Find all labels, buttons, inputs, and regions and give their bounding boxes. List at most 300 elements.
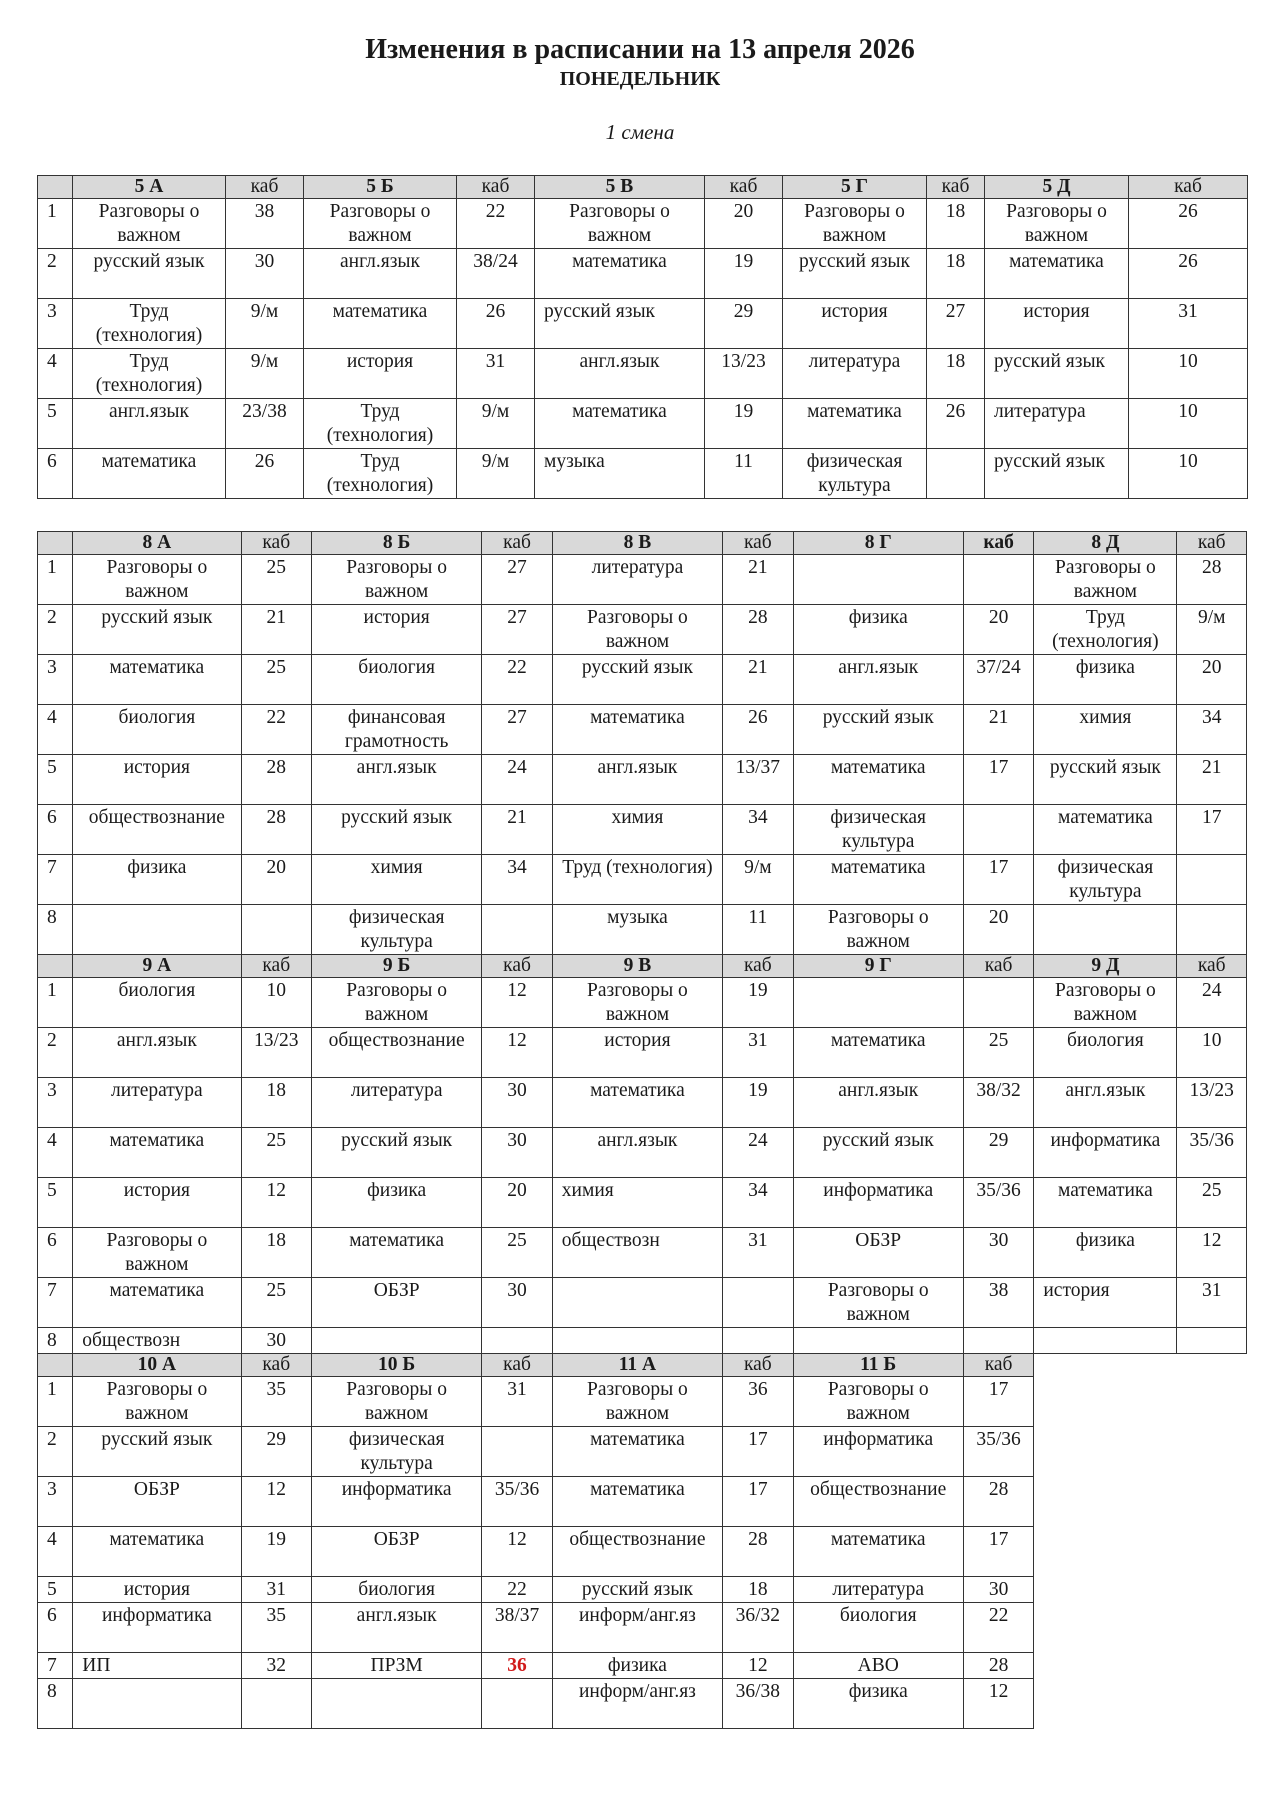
room-cell: 20 xyxy=(963,605,1034,655)
room-cell: 31 xyxy=(482,1377,553,1427)
room-cell: 12 xyxy=(1177,1228,1247,1278)
room-cell xyxy=(482,1427,553,1477)
room-header: каб xyxy=(927,176,985,199)
lesson-number: 4 xyxy=(38,349,73,399)
class-name: 9 Б xyxy=(312,955,482,978)
room-cell: 12 xyxy=(482,1527,553,1577)
lesson-number: 2 xyxy=(38,1028,73,1078)
room-cell: 13/23 xyxy=(705,349,783,399)
subject-cell: англ.язык xyxy=(793,655,963,705)
room-header: каб xyxy=(482,1354,553,1377)
room-cell xyxy=(241,905,312,955)
room-cell: 30 xyxy=(241,1328,312,1354)
class-name: 9 Д xyxy=(1034,955,1177,978)
room-cell: 17 xyxy=(963,1527,1034,1577)
room-header: каб xyxy=(723,532,794,555)
lesson-number: 1 xyxy=(38,1377,73,1427)
class-name: 11 Б xyxy=(793,1354,963,1377)
room-cell: 21 xyxy=(723,555,794,605)
room-cell: 26 xyxy=(226,449,304,499)
lesson-number: 2 xyxy=(38,249,73,299)
subject-cell: Разговоры о важном xyxy=(783,199,927,249)
room-cell: 22 xyxy=(482,1577,553,1603)
subject-cell xyxy=(793,1328,963,1354)
lesson-row xyxy=(38,449,1248,499)
subject-cell xyxy=(793,555,963,605)
room-header: каб xyxy=(457,176,535,199)
subject-cell: Разговоры о важном xyxy=(73,555,241,605)
subject-cell xyxy=(73,1679,241,1729)
room-cell: 31 xyxy=(723,1228,794,1278)
room-cell: 35/36 xyxy=(1177,1128,1247,1178)
room-cell: 28 xyxy=(723,605,794,655)
class-name: 11 А xyxy=(552,1354,722,1377)
empty-cell xyxy=(1177,1653,1247,1679)
room-cell xyxy=(1177,1328,1247,1354)
subject-cell: математика xyxy=(793,1028,963,1078)
class-name: 8 А xyxy=(73,532,241,555)
room-header: каб xyxy=(241,1354,312,1377)
room-cell xyxy=(963,555,1034,605)
subject-cell: математика xyxy=(793,1527,963,1577)
room-cell: 27 xyxy=(482,705,553,755)
room-cell: 17 xyxy=(723,1427,794,1477)
lesson-row xyxy=(38,199,1248,249)
room-cell: 24 xyxy=(482,755,553,805)
lesson-number: 3 xyxy=(38,1477,73,1527)
room-cell: 13/23 xyxy=(241,1028,312,1078)
room-cell: 28 xyxy=(723,1527,794,1577)
schedule-table-grades-8-11 xyxy=(37,531,1247,1729)
room-cell: 27 xyxy=(927,299,985,349)
subject-cell: Разговоры о важном xyxy=(73,1228,241,1278)
subject-cell: Разговоры о важном xyxy=(793,1377,963,1427)
shift-label: 1 смена xyxy=(605,120,675,144)
room-header: каб xyxy=(1177,955,1247,978)
subject-cell: ИП xyxy=(73,1653,241,1679)
room-cell: 25 xyxy=(241,1278,312,1328)
lesson-row xyxy=(38,249,1248,299)
header-corner xyxy=(38,176,73,199)
lesson-number: 6 xyxy=(38,1603,73,1653)
lesson-row xyxy=(38,299,1248,349)
subject-cell: химия xyxy=(552,805,722,855)
room-cell: 34 xyxy=(1177,705,1247,755)
subject-cell: информ/анг.яз xyxy=(552,1603,722,1653)
subject-cell: англ.язык xyxy=(793,1078,963,1128)
room-cell: 22 xyxy=(482,655,553,705)
lesson-number: 4 xyxy=(38,705,73,755)
room-cell: 25 xyxy=(241,555,312,605)
lesson-row xyxy=(38,1028,1247,1078)
lesson-row xyxy=(38,1477,1247,1527)
room-cell: 25 xyxy=(241,1128,312,1178)
subject-cell: Разговоры о важном xyxy=(312,978,482,1028)
subject-cell: Разговоры о важном xyxy=(552,1377,722,1427)
room-cell xyxy=(482,1328,553,1354)
lesson-row xyxy=(38,1653,1247,1679)
subject-cell: Разговоры о важном xyxy=(535,199,705,249)
subject-cell: физика xyxy=(1034,655,1177,705)
room-cell: 13/23 xyxy=(1177,1078,1247,1128)
subject-cell: англ.язык xyxy=(312,1603,482,1653)
subject-cell: русский язык xyxy=(312,805,482,855)
room-cell: 25 xyxy=(963,1028,1034,1078)
room-cell xyxy=(1177,905,1247,955)
room-cell: 24 xyxy=(723,1128,794,1178)
subject-cell: Разговоры о важном xyxy=(552,605,722,655)
room-header: каб xyxy=(963,955,1034,978)
room-cell: 22 xyxy=(457,199,535,249)
lesson-row xyxy=(38,1377,1247,1427)
subject-cell: Труд (технология) xyxy=(73,349,226,399)
room-header: каб xyxy=(482,532,553,555)
subject-cell: литература xyxy=(793,1577,963,1603)
subject-cell: Разговоры о важном xyxy=(552,978,722,1028)
room-cell: 27 xyxy=(482,605,553,655)
room-cell: 30 xyxy=(963,1228,1034,1278)
room-cell: 17 xyxy=(963,855,1034,905)
day-of-week: ПОНЕДЕЛЬНИК xyxy=(559,68,721,90)
room-cell: 34 xyxy=(723,805,794,855)
header-corner xyxy=(38,955,73,978)
room-cell: 36/32 xyxy=(723,1603,794,1653)
room-cell: 10 xyxy=(241,978,312,1028)
lesson-row xyxy=(38,1278,1247,1328)
room-cell: 35/36 xyxy=(482,1477,553,1527)
header-corner xyxy=(38,1354,73,1377)
class-name: 9 Г xyxy=(793,955,963,978)
room-cell: 20 xyxy=(1177,655,1247,705)
room-cell xyxy=(963,1328,1034,1354)
class-name: 10 Б xyxy=(312,1354,482,1377)
subject-cell: музыка xyxy=(552,905,722,955)
room-header: каб xyxy=(241,955,312,978)
room-cell: 31 xyxy=(457,349,535,399)
lesson-number: 3 xyxy=(38,655,73,705)
room-cell: 31 xyxy=(723,1028,794,1078)
room-cell: 26 xyxy=(457,299,535,349)
room-cell: 17 xyxy=(963,1377,1034,1427)
room-cell: 38/24 xyxy=(457,249,535,299)
subject-cell: ОБЗР xyxy=(73,1477,241,1527)
empty-cell xyxy=(1034,1603,1177,1653)
subject-cell: литература xyxy=(985,399,1129,449)
subject-cell: физика xyxy=(552,1653,722,1679)
class-name: 5 Д xyxy=(985,176,1129,199)
subject-cell: математика xyxy=(304,299,457,349)
lesson-number: 6 xyxy=(38,805,73,855)
subject-cell: математика xyxy=(1034,805,1177,855)
room-cell: 28 xyxy=(241,805,312,855)
room-cell: 13/37 xyxy=(723,755,794,805)
lesson-number: 8 xyxy=(38,905,73,955)
subject-cell: история xyxy=(73,755,241,805)
subject-cell: история xyxy=(73,1178,241,1228)
subject-cell: биология xyxy=(73,978,241,1028)
subject-cell xyxy=(793,978,963,1028)
subject-cell: математика xyxy=(535,399,705,449)
subject-cell: русский язык xyxy=(552,1577,722,1603)
room-cell: 26 xyxy=(1129,199,1248,249)
empty-cell xyxy=(1177,1377,1247,1427)
subject-cell xyxy=(552,1278,722,1328)
room-cell: 17 xyxy=(963,755,1034,805)
subject-cell: англ.язык xyxy=(304,249,457,299)
subject-cell xyxy=(312,1679,482,1729)
subject-cell: математика xyxy=(552,1477,722,1527)
subject-cell: физическая культура xyxy=(1034,855,1177,905)
lesson-number: 4 xyxy=(38,1128,73,1178)
room-cell: 35 xyxy=(241,1603,312,1653)
lesson-row xyxy=(38,349,1248,399)
lesson-number: 2 xyxy=(38,605,73,655)
subject-cell: литература xyxy=(73,1078,241,1128)
class-name: 8 Д xyxy=(1034,532,1177,555)
room-cell: 21 xyxy=(241,605,312,655)
empty-cell xyxy=(1034,1354,1177,1377)
subject-cell: информатика xyxy=(793,1427,963,1477)
subject-cell: литература xyxy=(783,349,927,399)
empty-cell xyxy=(1034,1679,1177,1729)
room-cell: 19 xyxy=(705,399,783,449)
room-cell: 30 xyxy=(482,1078,553,1128)
room-cell: 28 xyxy=(963,1653,1034,1679)
lesson-row xyxy=(38,655,1247,705)
class-name: 10 А xyxy=(73,1354,241,1377)
subject-cell: обществозн xyxy=(73,1328,241,1354)
lesson-number: 3 xyxy=(38,299,73,349)
room-cell: 12 xyxy=(241,1178,312,1228)
lesson-row xyxy=(38,1679,1247,1729)
room-cell: 30 xyxy=(226,249,304,299)
empty-cell xyxy=(1177,1577,1247,1603)
room-cell: 17 xyxy=(723,1477,794,1527)
subject-cell: русский язык xyxy=(73,605,241,655)
lesson-row xyxy=(38,1078,1247,1128)
header-corner xyxy=(38,532,73,555)
subject-cell: математика xyxy=(552,1078,722,1128)
lesson-number: 7 xyxy=(38,1653,73,1679)
subject-cell: математика xyxy=(793,855,963,905)
lesson-number: 1 xyxy=(38,199,73,249)
lesson-number: 5 xyxy=(38,755,73,805)
subject-cell: русский язык xyxy=(985,449,1129,499)
lesson-number: 6 xyxy=(38,449,73,499)
lesson-row xyxy=(38,1527,1247,1577)
subject-cell: Разговоры о важном xyxy=(985,199,1129,249)
lesson-number: 3 xyxy=(38,1078,73,1128)
room-cell: 37/24 xyxy=(963,655,1034,705)
room-cell: 17 xyxy=(1177,805,1247,855)
subject-cell: физика xyxy=(1034,1228,1177,1278)
room-cell: 20 xyxy=(482,1178,553,1228)
lesson-number: 7 xyxy=(38,1278,73,1328)
room-cell: 21 xyxy=(482,805,553,855)
room-cell: 20 xyxy=(705,199,783,249)
subject-cell: химия xyxy=(1034,705,1177,755)
room-cell: 35/36 xyxy=(963,1178,1034,1228)
lesson-number: 1 xyxy=(38,555,73,605)
room-header: каб xyxy=(241,532,312,555)
empty-cell xyxy=(1177,1527,1247,1577)
subject-cell: Разговоры о важном xyxy=(793,1278,963,1328)
room-cell: 29 xyxy=(963,1128,1034,1178)
room-cell: 34 xyxy=(723,1178,794,1228)
subject-cell: русский язык xyxy=(783,249,927,299)
room-cell: 30 xyxy=(963,1577,1034,1603)
subject-cell: математика xyxy=(793,755,963,805)
lesson-row xyxy=(38,855,1247,905)
lesson-row xyxy=(38,1178,1247,1228)
room-cell: 18 xyxy=(241,1228,312,1278)
subject-cell: обществознание xyxy=(73,805,241,855)
room-cell: 19 xyxy=(241,1527,312,1577)
room-cell: 30 xyxy=(482,1128,553,1178)
class-name: 9 В xyxy=(552,955,722,978)
room-cell: 35/36 xyxy=(963,1427,1034,1477)
subject-cell: математика xyxy=(312,1228,482,1278)
lesson-number: 8 xyxy=(38,1328,73,1354)
lesson-number: 5 xyxy=(38,1577,73,1603)
subject-cell: история xyxy=(985,299,1129,349)
subject-cell: русский язык xyxy=(552,655,722,705)
class-name: 5 В xyxy=(535,176,705,199)
room-cell: 12 xyxy=(482,1028,553,1078)
subject-cell: русский язык xyxy=(793,705,963,755)
lesson-number: 4 xyxy=(38,1527,73,1577)
subject-cell: обществознание xyxy=(793,1477,963,1527)
room-header: каб xyxy=(963,532,1034,555)
class-name: 5 Г xyxy=(783,176,927,199)
subject-cell: физическая культура xyxy=(312,905,482,955)
lesson-row xyxy=(38,905,1247,955)
subject-cell: биология xyxy=(793,1603,963,1653)
room-header: каб xyxy=(723,955,794,978)
room-cell: 10 xyxy=(1129,399,1248,449)
subject-cell: ОБЗР xyxy=(312,1527,482,1577)
subject-cell: история xyxy=(783,299,927,349)
room-cell: 12 xyxy=(482,978,553,1028)
subject-cell: математика xyxy=(73,1278,241,1328)
room-cell: 29 xyxy=(705,299,783,349)
room-cell: 9/м xyxy=(1177,605,1247,655)
class-name: 8 Б xyxy=(312,532,482,555)
subject-cell: история xyxy=(304,349,457,399)
lesson-row xyxy=(38,1328,1247,1354)
empty-cell xyxy=(1034,1577,1177,1603)
room-cell: 28 xyxy=(241,755,312,805)
subject-cell: обществознание xyxy=(312,1028,482,1078)
room-cell: 19 xyxy=(705,249,783,299)
room-cell: 28 xyxy=(1177,555,1247,605)
room-cell: 22 xyxy=(241,705,312,755)
empty-cell xyxy=(1034,1527,1177,1577)
room-cell: 11 xyxy=(705,449,783,499)
room-cell: 38/32 xyxy=(963,1078,1034,1128)
room-cell: 25 xyxy=(1177,1178,1247,1228)
subject-cell: информатика xyxy=(1034,1128,1177,1178)
empty-cell xyxy=(1177,1477,1247,1527)
class-name: 8 Г xyxy=(793,532,963,555)
room-cell: 36 xyxy=(723,1377,794,1427)
subject-cell: Труд (технология) xyxy=(552,855,722,905)
subject-cell: англ.язык xyxy=(73,399,226,449)
subject-cell: англ.язык xyxy=(552,755,722,805)
room-cell: 26 xyxy=(927,399,985,449)
subject-cell: англ.язык xyxy=(1034,1078,1177,1128)
subject-cell: физика xyxy=(312,1178,482,1228)
subject-cell: Труд (технология) xyxy=(1034,605,1177,655)
subject-cell: химия xyxy=(552,1178,722,1228)
subject-cell xyxy=(552,1328,722,1354)
subject-cell: физическая культура xyxy=(793,805,963,855)
room-cell xyxy=(927,449,985,499)
subject-cell: русский язык xyxy=(1034,755,1177,805)
subject-cell: финансовая грамотность xyxy=(312,705,482,755)
room-cell xyxy=(1177,855,1247,905)
empty-cell xyxy=(1034,1477,1177,1527)
class-header-row xyxy=(38,176,1248,199)
subject-cell: физическая культура xyxy=(312,1427,482,1477)
room-cell: 31 xyxy=(1177,1278,1247,1328)
room-header: каб xyxy=(1129,176,1248,199)
subject-cell: русский язык xyxy=(985,349,1129,399)
room-cell: 21 xyxy=(723,655,794,705)
subject-cell: Разговоры о важном xyxy=(73,199,226,249)
room-header: каб xyxy=(723,1354,794,1377)
subject-cell: биология xyxy=(1034,1028,1177,1078)
subject-cell: математика xyxy=(73,449,226,499)
room-cell: 36/38 xyxy=(723,1679,794,1729)
lesson-row xyxy=(38,1603,1247,1653)
room-cell: 26 xyxy=(1129,249,1248,299)
subject-cell: математика xyxy=(535,249,705,299)
room-cell xyxy=(723,1278,794,1328)
room-cell: 27 xyxy=(482,555,553,605)
class-name: 8 В xyxy=(552,532,722,555)
subject-cell: обществознание xyxy=(552,1527,722,1577)
subject-cell: химия xyxy=(312,855,482,905)
room-cell: 9/м xyxy=(457,449,535,499)
subject-cell: обществозн xyxy=(552,1228,722,1278)
room-cell: 18 xyxy=(723,1577,794,1603)
room-cell: 19 xyxy=(723,978,794,1028)
subject-cell: Разговоры о важном xyxy=(304,199,457,249)
room-cell: 18 xyxy=(927,249,985,299)
room-header: каб xyxy=(705,176,783,199)
room-cell: 9/м xyxy=(457,399,535,449)
subject-cell: математика xyxy=(552,705,722,755)
room-cell: 9/м xyxy=(226,299,304,349)
subject-cell: Разговоры о важном xyxy=(312,1377,482,1427)
subject-cell: русский язык xyxy=(312,1128,482,1178)
room-cell: 21 xyxy=(1177,755,1247,805)
room-cell: 12 xyxy=(963,1679,1034,1729)
subject-cell: Разговоры о важном xyxy=(312,555,482,605)
subject-cell: Разговоры о важном xyxy=(73,1377,241,1427)
class-header-row xyxy=(38,1354,1247,1377)
room-cell: 12 xyxy=(723,1653,794,1679)
subject-cell: математика xyxy=(73,655,241,705)
room-cell: 28 xyxy=(963,1477,1034,1527)
empty-cell xyxy=(1177,1603,1247,1653)
room-cell xyxy=(963,978,1034,1028)
subject-cell: математика xyxy=(73,1128,241,1178)
lesson-row xyxy=(38,1228,1247,1278)
room-cell: 25 xyxy=(241,655,312,705)
lesson-number: 8 xyxy=(38,1679,73,1729)
